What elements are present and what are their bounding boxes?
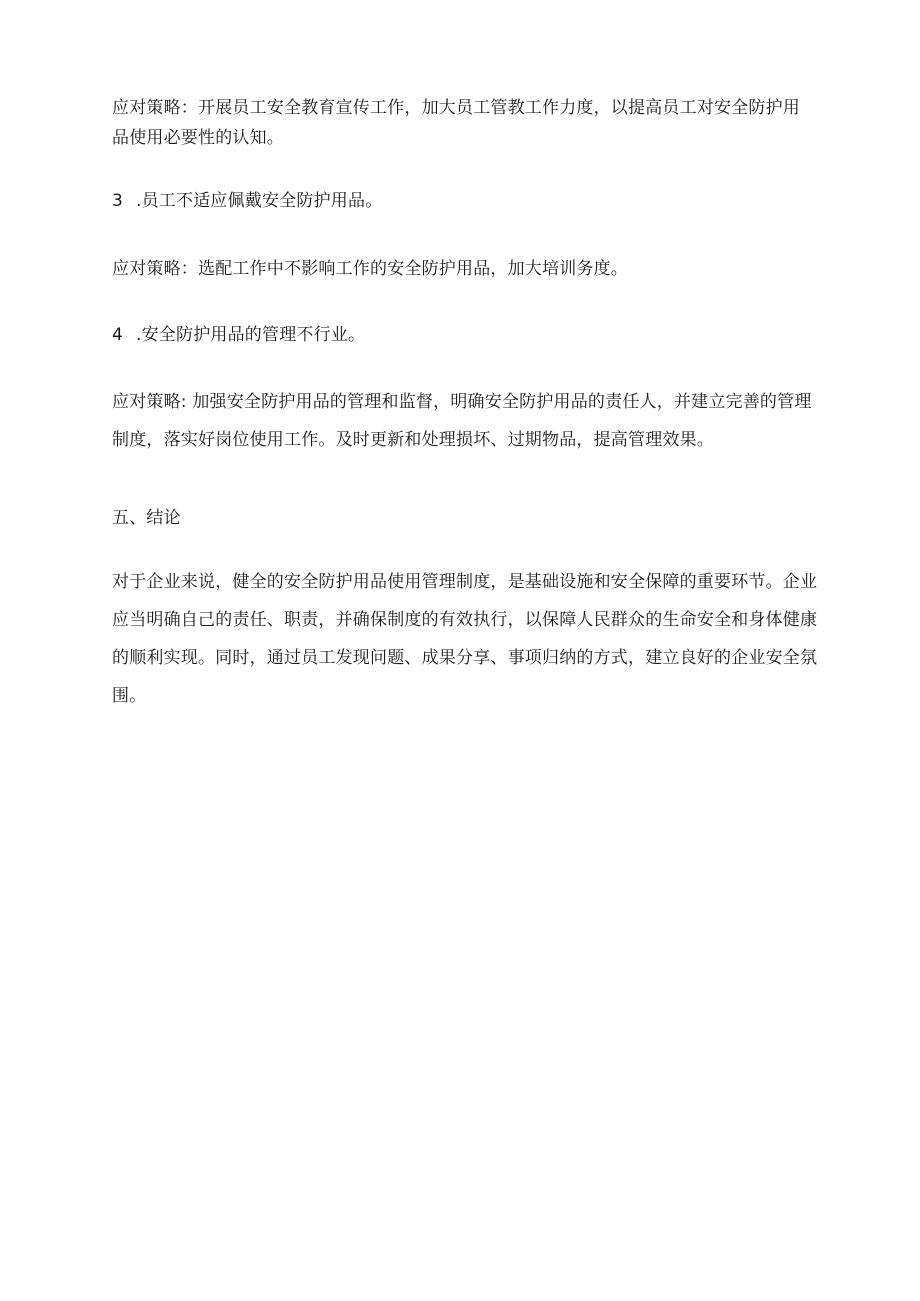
item-text: .安全防护用品的管理不行业。 xyxy=(136,325,366,345)
strategy-paragraph-3 xyxy=(112,254,812,284)
strategy-paragraph-4 xyxy=(112,383,812,459)
item-number: 3 xyxy=(112,191,124,211)
item-text: .员工不适应佩戴安全防护用品。 xyxy=(136,191,383,211)
item-4-heading xyxy=(112,320,812,350)
conclusion-paragraph xyxy=(112,563,818,715)
paragraph-line: 围。 xyxy=(112,686,147,706)
paragraph-line: 的顺利实现。同时，通过员工发现问题、成果分享、事项归纳的方式，建立良好的企业安全氛 xyxy=(112,648,818,668)
paragraph-line: 对于企业来说，健全的安全防护用品使用管理制度，是基础设施和安全保障的重要环节。企业 xyxy=(112,572,818,592)
paragraph-line: 应当明确自己的责任、职责，并确保制度的有效执行，以保障人民群众的生命安全和身体健康 xyxy=(112,610,818,630)
paragraph-line: 制度，落实好岗位使用工作。及时更新和处理损坏、过期物品，提高管理效果。 xyxy=(112,430,714,450)
paragraph-line: 品使用必要性的认知。 xyxy=(112,128,284,148)
strategy-paragraph-2 xyxy=(112,93,812,153)
item-number: 4 xyxy=(112,325,124,345)
item-3-heading xyxy=(112,186,812,216)
section-5-heading xyxy=(112,503,812,533)
paragraph-line: 应对策略：开展员工安全教育宣传工作，加大员工管教工作力度，以提高员工对安全防护用 xyxy=(112,98,800,118)
paragraph-line: 应对策略: 加强安全防护用品的管理和监督，明确安全防护用品的责任人，并建立完善的管理 xyxy=(112,392,812,412)
paragraph-line: 应对策略：选配工作中不影响工作的安全防护用品，加大培训务度。 xyxy=(112,259,628,279)
section-heading-text: 五、结论 xyxy=(112,508,181,528)
